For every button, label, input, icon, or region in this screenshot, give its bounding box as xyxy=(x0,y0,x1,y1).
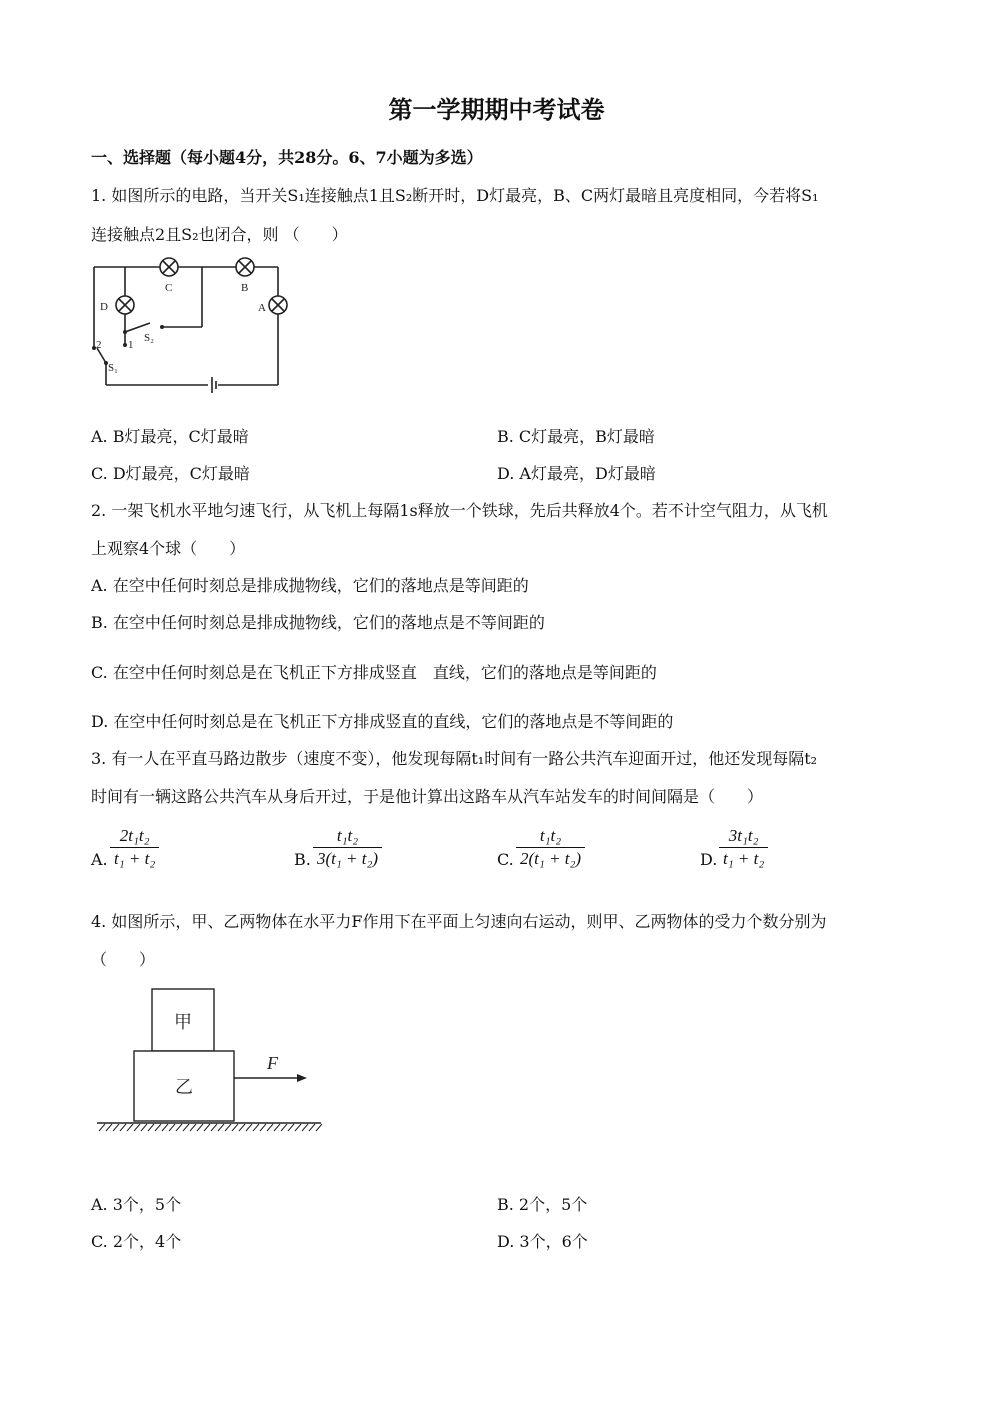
lamp-a-icon xyxy=(269,296,287,314)
q3-option-a-fraction xyxy=(110,825,159,870)
label-c: C xyxy=(165,282,173,294)
label-b: B xyxy=(241,282,249,294)
q2-option-d: D. 在空中任何时刻总是在飞机正下方排成竖直的直线，它们的落地点是不等间距的 xyxy=(91,712,674,731)
q3-option-b-label: B. xyxy=(294,850,311,869)
q3-option-d-numerator: 3t₁t₂ xyxy=(719,825,768,848)
force-arrow-icon xyxy=(297,1074,307,1082)
q3-option-d-label: D. xyxy=(700,850,718,869)
q4-stem-line2: （ ） xyxy=(91,950,156,969)
q2-option-a: A. 在空中任何时刻总是排成抛物线，它们的落地点是等间距的 xyxy=(91,576,529,595)
lamp-d-icon xyxy=(116,296,134,314)
q2-option-c: C. 在空中任何时刻总是在飞机正下方排成竖直 直线，它们的落地点是等间距的 xyxy=(91,663,657,682)
q3-option-a-numerator: 2t₁t₂ xyxy=(110,825,159,848)
q1-option-b: B. C灯最亮，B灯最暗 xyxy=(497,427,655,446)
lamp-c-icon xyxy=(160,258,178,276)
section-heading-choice: 一、选择题（每小题4分，共28分。6、7小题为多选） xyxy=(91,148,483,167)
q3-option-c-denominator: 2(t₁ + t₂) xyxy=(520,849,582,868)
label-jia: 甲 xyxy=(174,1012,192,1032)
q1-stem-line2: 连接触点2且S₂也闭合，则 （ ） xyxy=(91,225,348,244)
q1-option-c: C. D灯最亮，C灯最暗 xyxy=(91,464,250,483)
q1-stem-line1: 1. 如图所示的电路，当开关S₁连接触点1且S₂断开时，D灯最亮，B、C两灯最暗且亮度相同，今若将S₁ xyxy=(91,186,819,205)
q4-blocks-diagram xyxy=(95,985,325,1135)
q3-option-d-fraction xyxy=(719,825,768,870)
label-contact-1: 1 xyxy=(128,339,134,351)
q3-option-b-denominator: 3(t₁ + t₂) xyxy=(317,849,379,868)
q4-option-b: B. 2个，5个 xyxy=(497,1195,588,1214)
q4-stem-line1: 4. 如图所示，甲、乙两物体在水平力F作用下在平面上匀速向右运动，则甲、乙两物体的受力个数分别为 xyxy=(91,912,827,931)
q3-option-d-denominator: t₁ + t₂ xyxy=(723,849,765,868)
q1-option-a: A. B灯最亮，C灯最暗 xyxy=(91,427,249,446)
q3-option-b-fraction xyxy=(313,825,382,870)
q3-option-a-denominator: t₁ + t₂ xyxy=(114,849,156,868)
q1-circuit-diagram xyxy=(88,255,288,395)
q1-option-d: D. A灯最亮，D灯最暗 xyxy=(497,464,656,483)
q3-option-b-numerator: t₁t₂ xyxy=(313,825,382,848)
q3-option-a-label: A. xyxy=(91,850,108,869)
label-d: D xyxy=(100,301,108,313)
q2-option-b: B. 在空中任何时刻总是排成抛物线，它们的落地点是不等间距的 xyxy=(91,613,545,632)
q3-option-c-label: C. xyxy=(497,850,514,869)
q4-option-a: A. 3个，5个 xyxy=(91,1195,182,1214)
page-title: 第一学期期中考试卷 xyxy=(388,95,605,124)
label-yi: 乙 xyxy=(175,1077,193,1097)
q4-option-c: C. 2个，4个 xyxy=(91,1232,182,1251)
label-force-f: F xyxy=(267,1053,278,1073)
label-a: A xyxy=(258,302,266,314)
label-contact-2: 2 xyxy=(96,339,102,351)
lamp-b-icon xyxy=(236,258,254,276)
q3-stem-line2: 时间有一辆这路公共汽车从身后开过，于是他计算出这路车从汽车站发车的时间间隔是（ ） xyxy=(91,787,764,806)
q3-stem-line1: 3. 有一人在平直马路边散步（速度不变），他发现每隔t₁时间有一路公共汽车迎面开过，他还发现每隔t₂ xyxy=(91,749,818,768)
ground-hatching xyxy=(99,1124,322,1131)
q3-option-c-fraction xyxy=(516,825,585,870)
label-s1: S₁ xyxy=(108,362,118,374)
q4-option-d: D. 3个，6个 xyxy=(497,1232,588,1251)
label-s2: S₂ xyxy=(144,332,154,344)
q2-stem-line1: 2. 一架飞机水平地匀速飞行，从飞机上每隔1s释放一个铁球，先后共释放4个。若不计空气阻力，从飞机 xyxy=(91,501,828,520)
q3-option-c-numerator: t₁t₂ xyxy=(516,825,585,848)
q2-stem-line2: 上观察4个球（ ） xyxy=(91,539,246,558)
